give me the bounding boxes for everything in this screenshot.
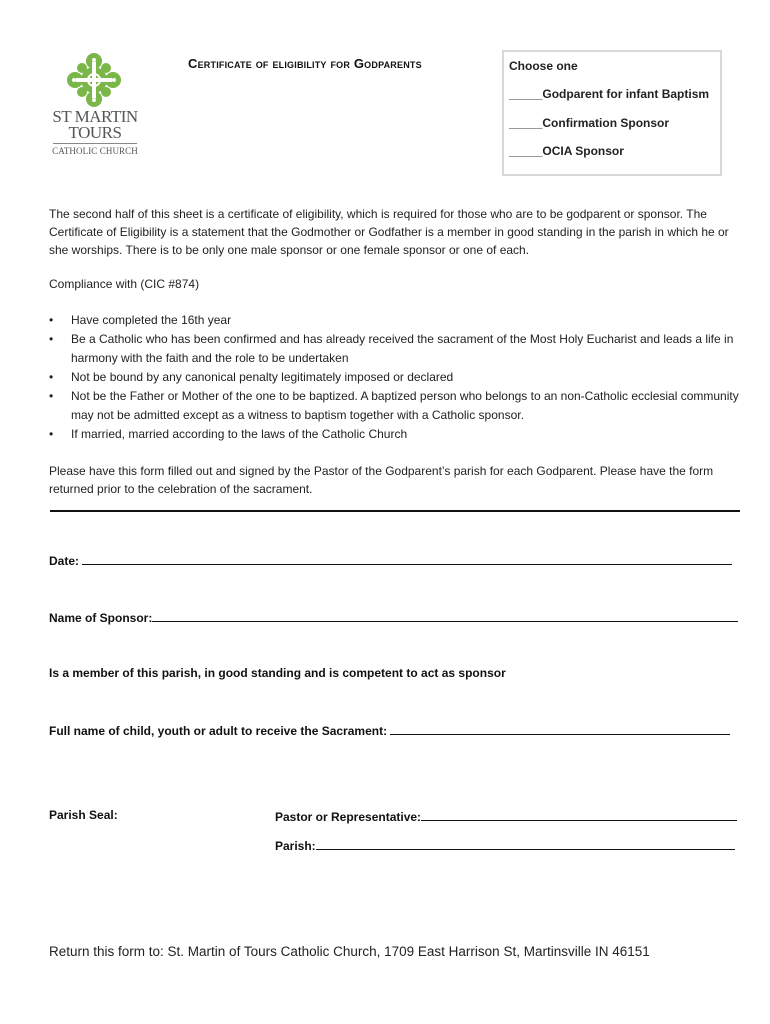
logo-name-line1: ST MARTIN (52, 107, 138, 126)
list-item (49, 311, 739, 330)
intro-paragraph: The second half of this sheet is a certificate of eligibility, which is required for those who are to be godparent or sponsor. The Certificate of Eligibility is a statement that the Godmother or Godfather is a member in good standing in the parish in which he or she worships. There is to be only one male sponsor or one female sponsor or one of each. (49, 207, 729, 257)
bullet-icon: • (49, 370, 54, 384)
requirement-text: Have completed the 16th year (71, 313, 232, 327)
bullet-icon: • (49, 427, 54, 441)
bullet-icon: • (49, 313, 54, 327)
pastor-label: Pastor or Representative: (275, 810, 422, 824)
requirement-text: Be a Catholic who has been confirmed and has already received the sacrament of the Most Holy Eucharist and leads a life in harmony with the faith and the role to be undertaken (71, 332, 734, 365)
bullet-icon: • (49, 389, 54, 403)
recipient-name-input-line[interactable] (390, 722, 730, 735)
logo-name-line2: TOURS (68, 123, 122, 142)
church-logo (50, 52, 140, 162)
list-item (49, 330, 739, 368)
return-address: Return this form to: St. Martin of Tours Catholic Church, 1709 East Harrison St, Martinsville IN 46151 (49, 944, 650, 959)
bullet-icon: • (49, 332, 54, 346)
parish-seal-label: Parish Seal: (49, 808, 118, 822)
option-ocia-sponsor[interactable]: _____OCIA Sponsor (509, 144, 624, 158)
celtic-cross-icon (66, 52, 122, 108)
recipient-name-field (49, 722, 730, 738)
sponsor-name-label: Name of Sponsor: (49, 611, 153, 625)
pastor-signature-line[interactable] (421, 808, 737, 821)
recipient-name-label: Full name of child, youth or adult to receive the Sacrament: (49, 724, 388, 738)
option-confirmation-sponsor[interactable]: _____Confirmation Sponsor (509, 116, 670, 130)
option-godparent-infant-baptism[interactable]: _____Godparent for infant Baptism (509, 87, 710, 101)
list-item (49, 368, 739, 387)
parish-label: Parish: (275, 839, 316, 853)
requirement-text: Not be the Father or Mother of the one to be baptized. A baptized person who belongs to an non-Catholic ecclesial community may not be admitted except as a witness to baptism together with a Catholic sponsor. (71, 389, 739, 422)
parish-input-line[interactable] (316, 837, 735, 850)
requirement-text: Not be bound by any canonical penalty legitimately imposed or declared (71, 370, 454, 384)
sponsor-name-input-line[interactable] (152, 609, 738, 622)
requirement-text: If married, married according to the laws of the Catholic Church (71, 427, 408, 441)
pastor-field (275, 808, 737, 824)
compliance-heading: Compliance with (CIC #874) (49, 277, 200, 291)
choose-one-title: Choose one (509, 59, 578, 73)
date-label: Date: (49, 554, 80, 568)
section-divider (50, 510, 740, 512)
logo-subtitle: CATHOLIC CHURCH (52, 146, 138, 156)
page-title: Certificate of eligibility for Godparents (188, 56, 422, 71)
list-item (49, 425, 739, 444)
parish-field (275, 837, 735, 853)
date-field (49, 552, 732, 568)
list-item (49, 387, 739, 425)
choose-one-box (502, 50, 722, 176)
logo-divider (53, 143, 137, 144)
sponsor-name-field (49, 609, 738, 625)
instructions-paragraph: Please have this form filled out and signed by the Pastor of the Godparent’s parish for each Godparent. Please have the form returned prior to the celebration of the sacrament. (49, 464, 714, 496)
date-input-line[interactable] (82, 552, 732, 565)
member-statement: Is a member of this parish, in good standing and is competent to act as sponsor (49, 666, 506, 680)
requirements-list (49, 311, 739, 444)
